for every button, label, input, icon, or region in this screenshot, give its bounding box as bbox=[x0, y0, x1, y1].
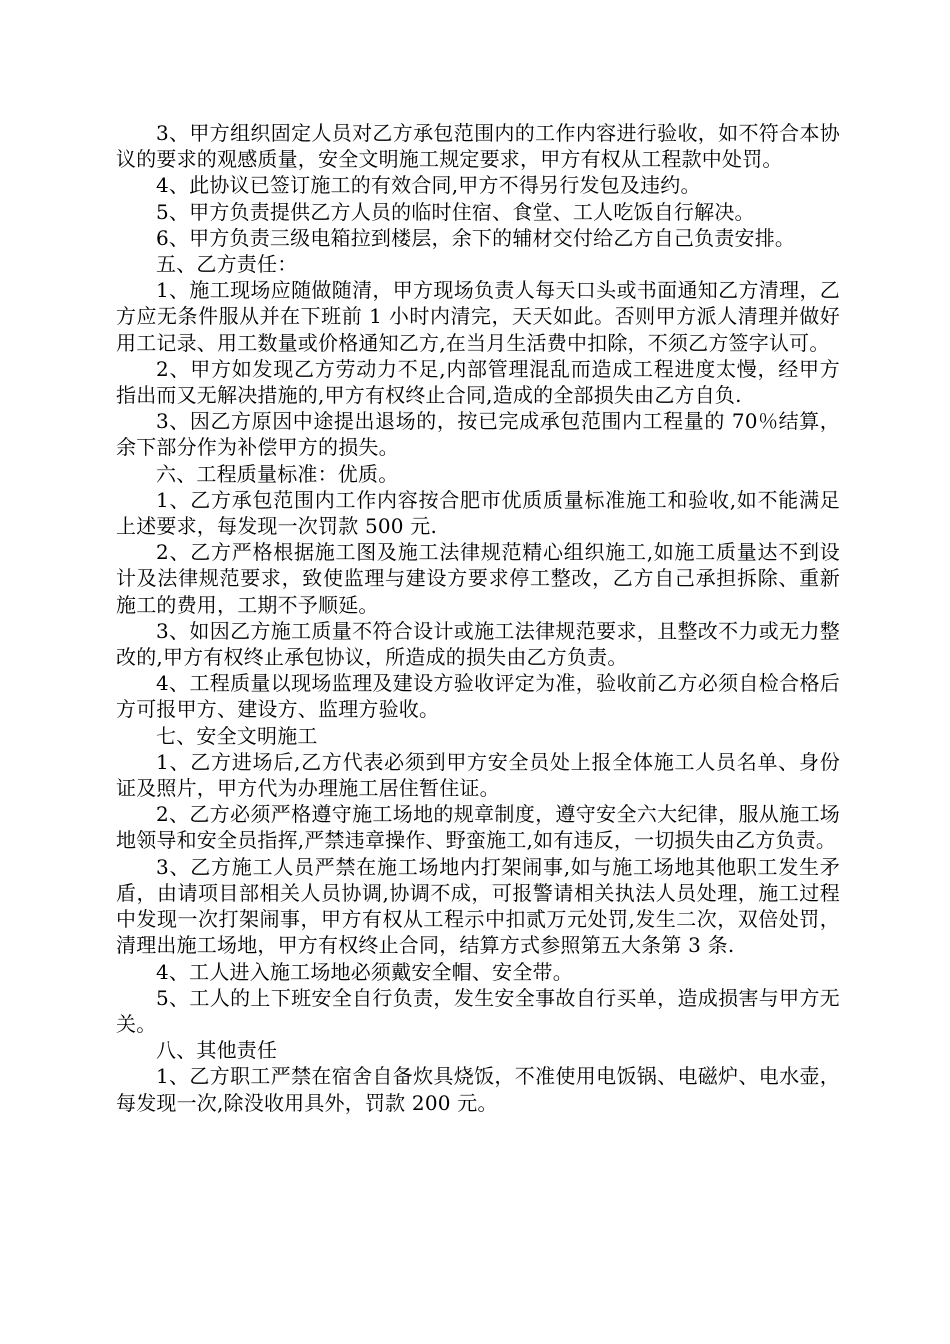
section-heading: 六、工程质量标准：优质。 bbox=[156, 461, 399, 486]
section-heading: 五、乙方责任： bbox=[156, 252, 298, 277]
clause-paragraph: 6、甲方负责三级电箱拉到楼层，余下的辅材交付给乙方自己负责安排。 bbox=[156, 225, 796, 250]
clause-paragraph: 3、甲方组织固定人员对乙方承包范围内的工作内容进行验收，如不符合本协议的要求的观感质量，安全文明施工规定要求，甲方有权从工程款中处罚。 bbox=[116, 121, 840, 172]
clause-paragraph: 3、因乙方原因中途提出退场的，按已完成承包范围内工程量的 70％结算，余下部分作为补偿甲方的损失。 bbox=[116, 409, 840, 460]
document-body bbox=[116, 120, 840, 1116]
clause-paragraph: 1、乙方职工严禁在宿舍自备炊具烧饭，不准使用电饭锅、电磁炉、电水壶，每发现一次,除没收用具外，罚款 200 元。 bbox=[116, 1064, 840, 1115]
clause-paragraph: 3、如因乙方施工质量不符合设计或施工法律规范要求，且整改不力或无力整改的,甲方有权终止承包协议，所造成的损失由乙方负责。 bbox=[116, 618, 840, 670]
clause-paragraph: 2、乙方必须严格遵守施工场地的规章制度，遵守安全六大纪律，服从施工场地领导和安全员指挥,严禁违章操作、野蛮施工,如有违反，一切损失由乙方负责。 bbox=[116, 802, 840, 853]
clause-paragraph: 2、甲方如发现乙方劳动力不足,内部管理混乱而造成工程进度太慢，经甲方指出而又无解决措施的,甲方有权终止合同,造成的全部损失由乙方自负. bbox=[116, 356, 840, 408]
clause-paragraph: 5、工人的上下班安全自行负责，发生安全事故自行买单，造成损害与甲方无关。 bbox=[116, 985, 840, 1036]
clause-paragraph: 4、此协议已签订施工的有效合同,甲方不得另行发包及违约。 bbox=[156, 173, 701, 198]
clause-paragraph: 4、工程质量以现场监理及建设方验收评定为准，验收前乙方必须自检合格后方可报甲方、建设方、监理方验收。 bbox=[116, 671, 840, 722]
clause-paragraph: 1、乙方进场后,乙方代表必须到甲方安全员处上报全体施工人员名单、身份证及照片，甲方代为办理施工居住暂住证。 bbox=[116, 749, 840, 801]
section-heading: 七、安全文明施工 bbox=[156, 723, 318, 748]
section-heading: 八、其他责任 bbox=[156, 1038, 278, 1063]
clause-paragraph: 5、甲方负责提供乙方人员的临时住宿、食堂、工人吃饭自行解决。 bbox=[156, 199, 755, 224]
clause-paragraph: 4、工人进入施工场地必须戴安全帽、安全带。 bbox=[156, 959, 573, 984]
clause-paragraph: 1、施工现场应随做随清，甲方现场负责人每天口头或书面通知乙方清理，乙方应无条件服从并在下班前 1 小时内清完，天天如此。否则甲方派人清理并做好用工记录、用工数量或价格通知乙方,在当月生活费中扣除，不须乙方签字认可。 bbox=[116, 278, 840, 355]
clause-paragraph: 3、乙方施工人员严禁在施工场地内打架闹事,如与施工场地其他职工发生矛盾，由请项目部相关人员协调,协调不成，可报警请相关执法人员处理，施工过程中发现一次打架闹事，甲方有权从工程示中扣贰万元处罚,发生二次，双倍处罚，清理出施工场地，甲方有权终止合同，结算方式参照第五大条第 3 条. bbox=[116, 854, 840, 958]
clause-paragraph: 2、乙方严格根据施工图及施工法律规范精心组织施工,如施工质量达不到设计及法律规范要求，致使监理与建设方要求停工整改，乙方自己承担拆除、重新施工的费用，工期不予顺延。 bbox=[116, 540, 840, 617]
clause-paragraph: 1、乙方承包范围内工作内容按合肥市优质质量标准施工和验收,如不能满足上述要求，每发现一次罚款 500 元. bbox=[116, 487, 840, 539]
